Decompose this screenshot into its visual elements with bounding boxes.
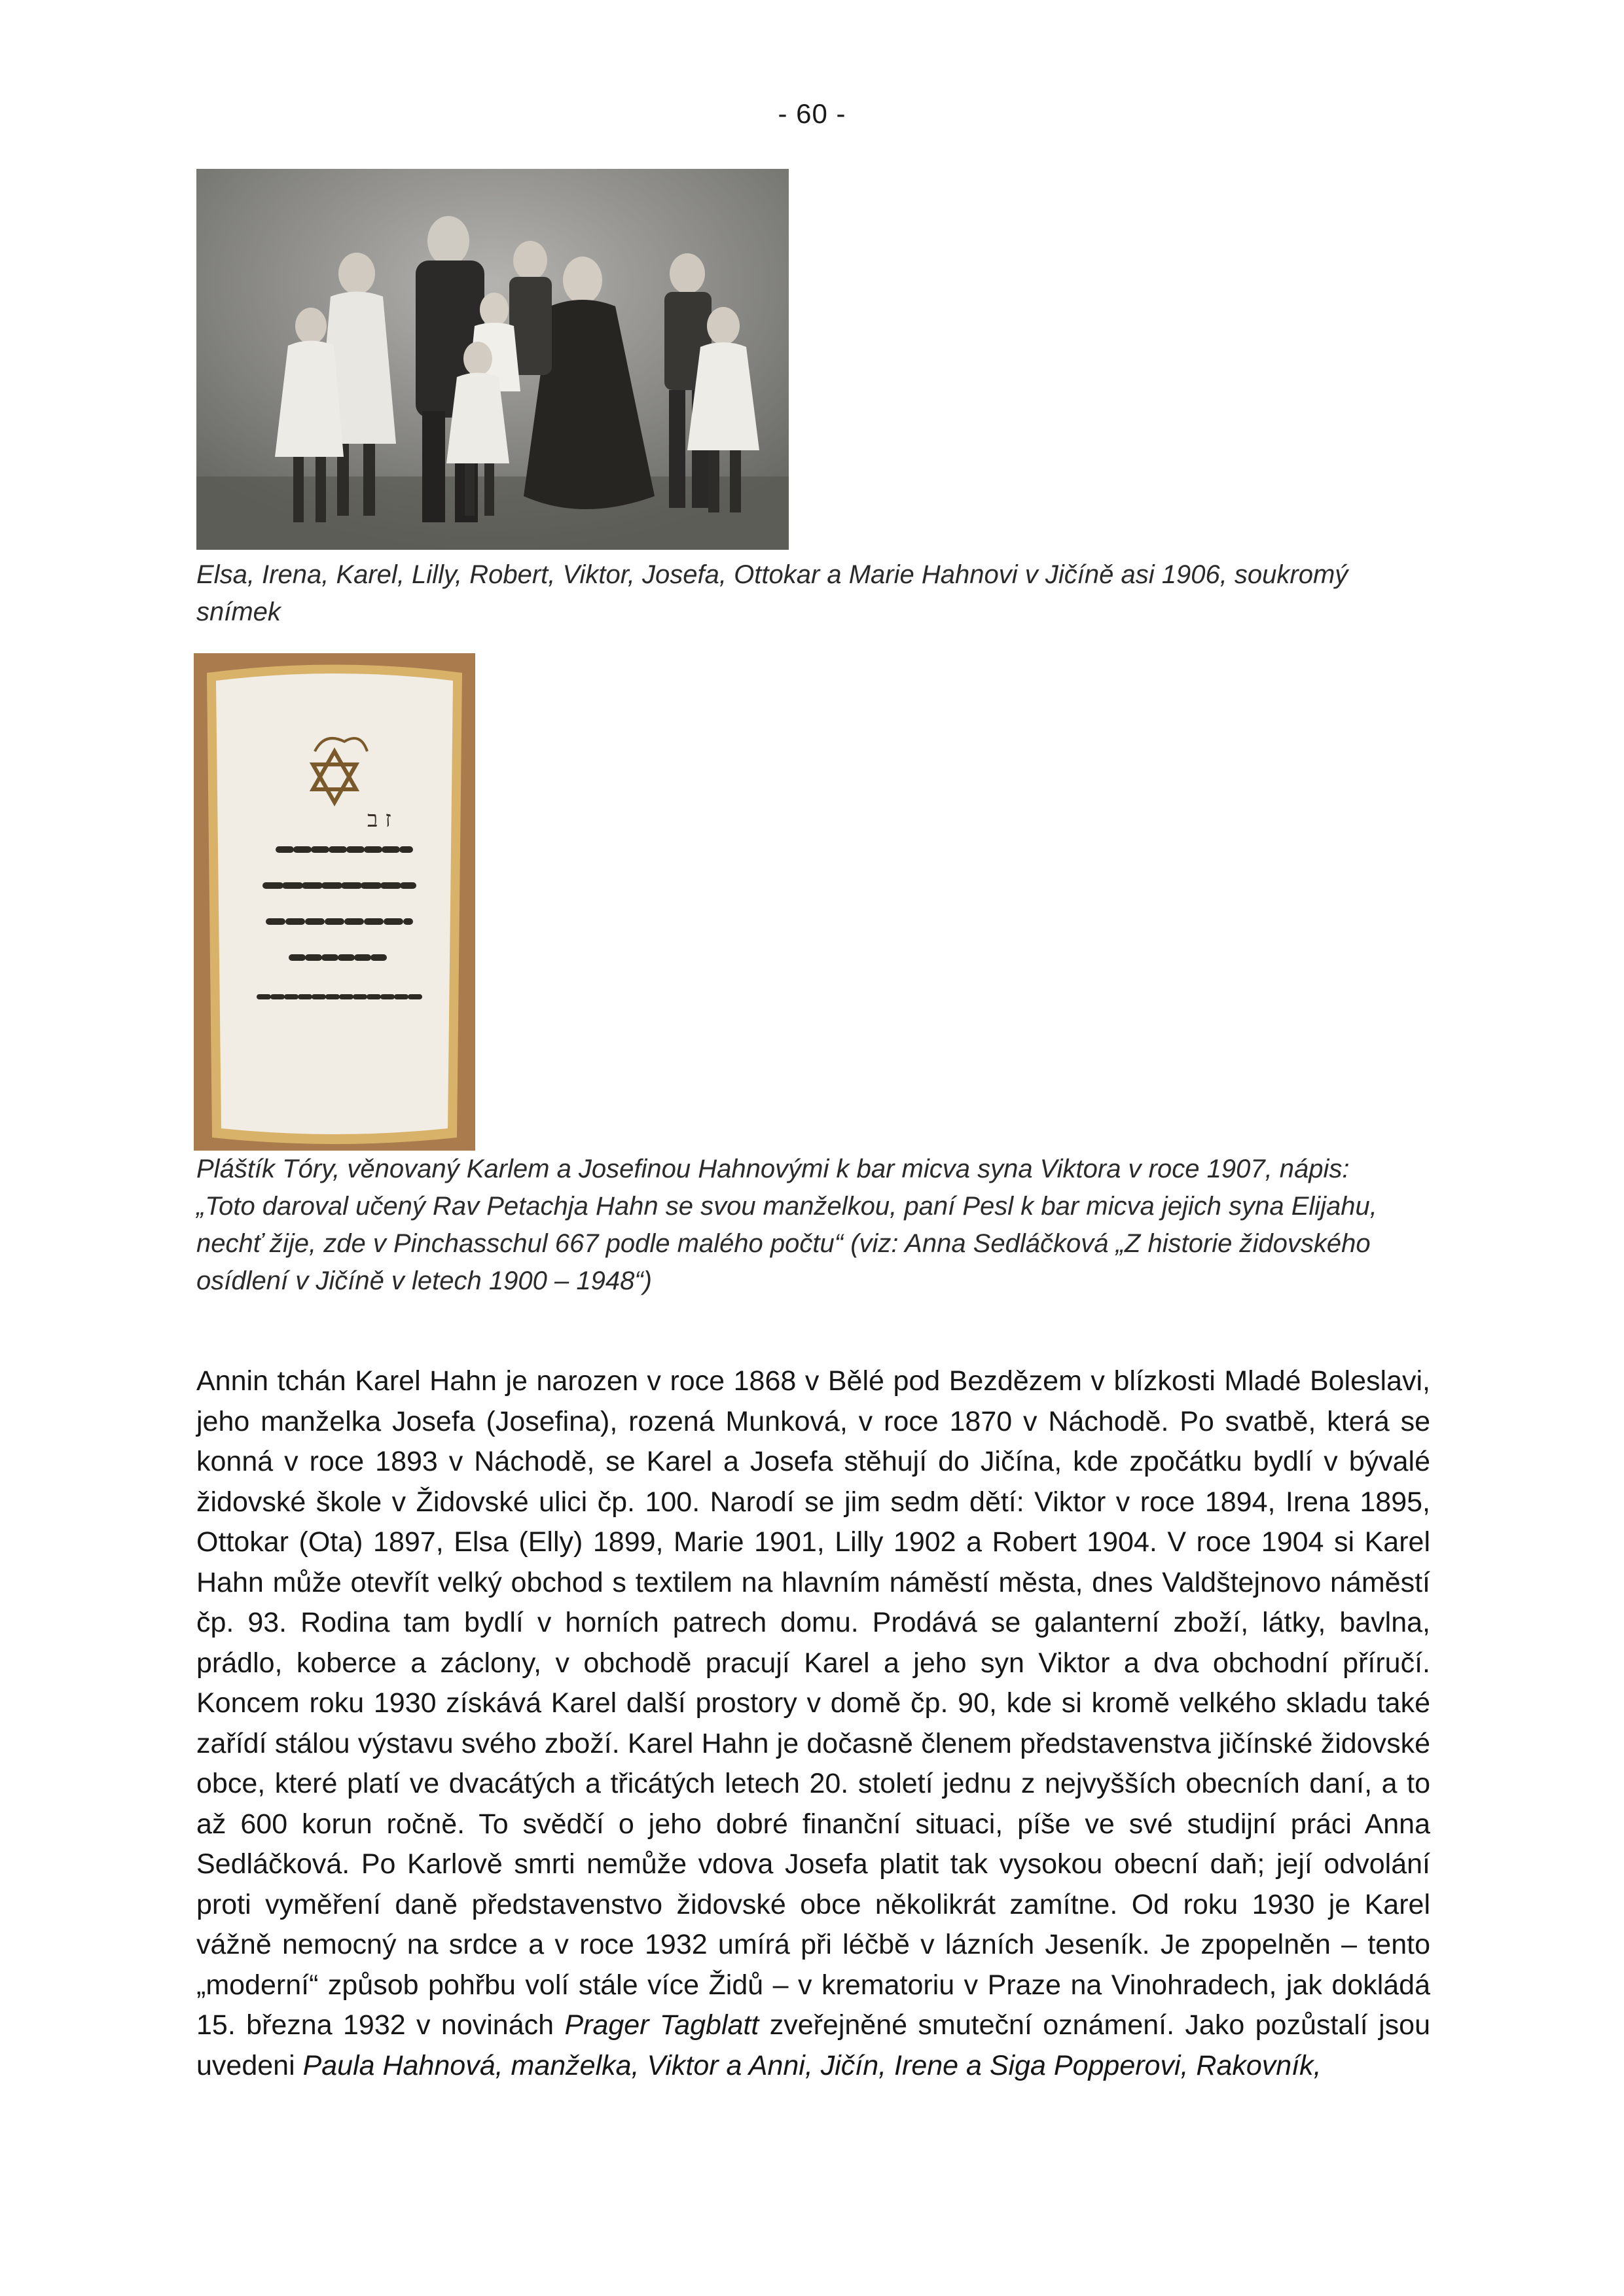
caption-text: Elsa, Irena, Karel, Lilly, Robert, Viktor, Josefa, Ottokar a Marie Hahnovi v Jičíně asi 1906, soukromý snímek xyxy=(196,560,1348,626)
family-photo-caption xyxy=(196,556,1434,631)
mourners-list: Paula Hahnová, manželka, Viktor a Anni, Jičín, Irene a Siga Popperovi, Rakovník, xyxy=(302,2049,1322,2081)
caption-line: Pláštík Tóry, věnovaný Karlem a Josefinou Hahnovými k bar micva syna Viktora v roce 1907, nápis: xyxy=(196,1155,1350,1183)
caption-line: „Toto daroval učený Rav Petachja Hahn se svou manželkou, paní Pesl k bar micva jejich syna Elijahu, xyxy=(196,1192,1377,1221)
torah-mantle-photo xyxy=(194,653,475,1151)
newspaper-title: Prager Tagblatt xyxy=(564,2009,759,2041)
body-paragraph xyxy=(196,1361,1430,2086)
caption-line: nechť žije, zde v Pinchasschul 667 podle malého počtu“ (viz: Anna Sedláčková „Z historie židovského xyxy=(196,1229,1371,1258)
family-photo xyxy=(196,169,789,550)
svg-text:ז ב: ז ב xyxy=(367,806,391,833)
torah-mantle-caption xyxy=(196,1151,1434,1300)
caption-line: osídlení v Jičíně v letech 1900 – 1948“) xyxy=(196,1266,652,1295)
body-text-part: Annin tchán Karel Hahn je narozen v roce 1868 v Bělé pod Bezdězem v blízkosti Mladé Boleslavi, jeho manželka Josefa (Josefina), rozená Munková, v roce 1870 v Náchodě. Po svatbě, která se konná v roce 1893 v Náchodě, se Karel a Josefa stěhují do Jičína, kde zpočátku bydlí v bývalé židovské škole v Židovské ulici čp. 100. Narodí se jim sedm dětí: Viktor v roce 1894, Irena 1895, Ottokar (Ota) 1897, Elsa (Elly) 1899, Marie 1901, Lilly 1902 a Robert 1904. V roce 1904 si Karel Hahn může otevřít velký obchod s textilem na hlavním náměstí města, dnes Valdštejnovo náměstí čp. 93. Rodina tam bydlí v horních patrech domu. Prodává se galanterní zboží, látky, bavlna, prádlo, koberce a záclony, v obchodě pracují Karel a jeho syn Viktor a dva obchodní příručí. Koncem roku 1930 získává Karel další prostory v domě čp. 90, kde si kromě velkého skladu také zařídí stálou výstavu svého zboží. Karel Hahn je dočasně členem představenstva jičínské židovské obce, které platí ve dvacátých a třicátých letech 20. století jednu z nejvyšších obecních daní, a to až 600 korun ročně. To svědčí o jeho dobré finanční situaci, píše ve své studijní práci Anna Sedláčková. Po Karlově smrti nemůže vdova Josefa platit tak vysokou obecní daň; její odvolání proti vyměření daně představenstvo židovské obce několikrát zamítne. Od roku 1930 je Karel vážně nemocný na srdce a v roce 1932 umírá při léčbě v lázních Jeseník. Je zpopelněn – tento „moderní“ způsob pohřbu volí stále více Židů – v krematoriu v Praze na Vinohradech, jak dokládá 15. března 1932 v novinách xyxy=(196,1365,1430,2041)
page-number: - 60 - xyxy=(778,98,846,129)
body-text-part: zveřejněné smuteční oznámení. Jako pozůstalí jsou uvedeni xyxy=(196,2009,1430,2081)
